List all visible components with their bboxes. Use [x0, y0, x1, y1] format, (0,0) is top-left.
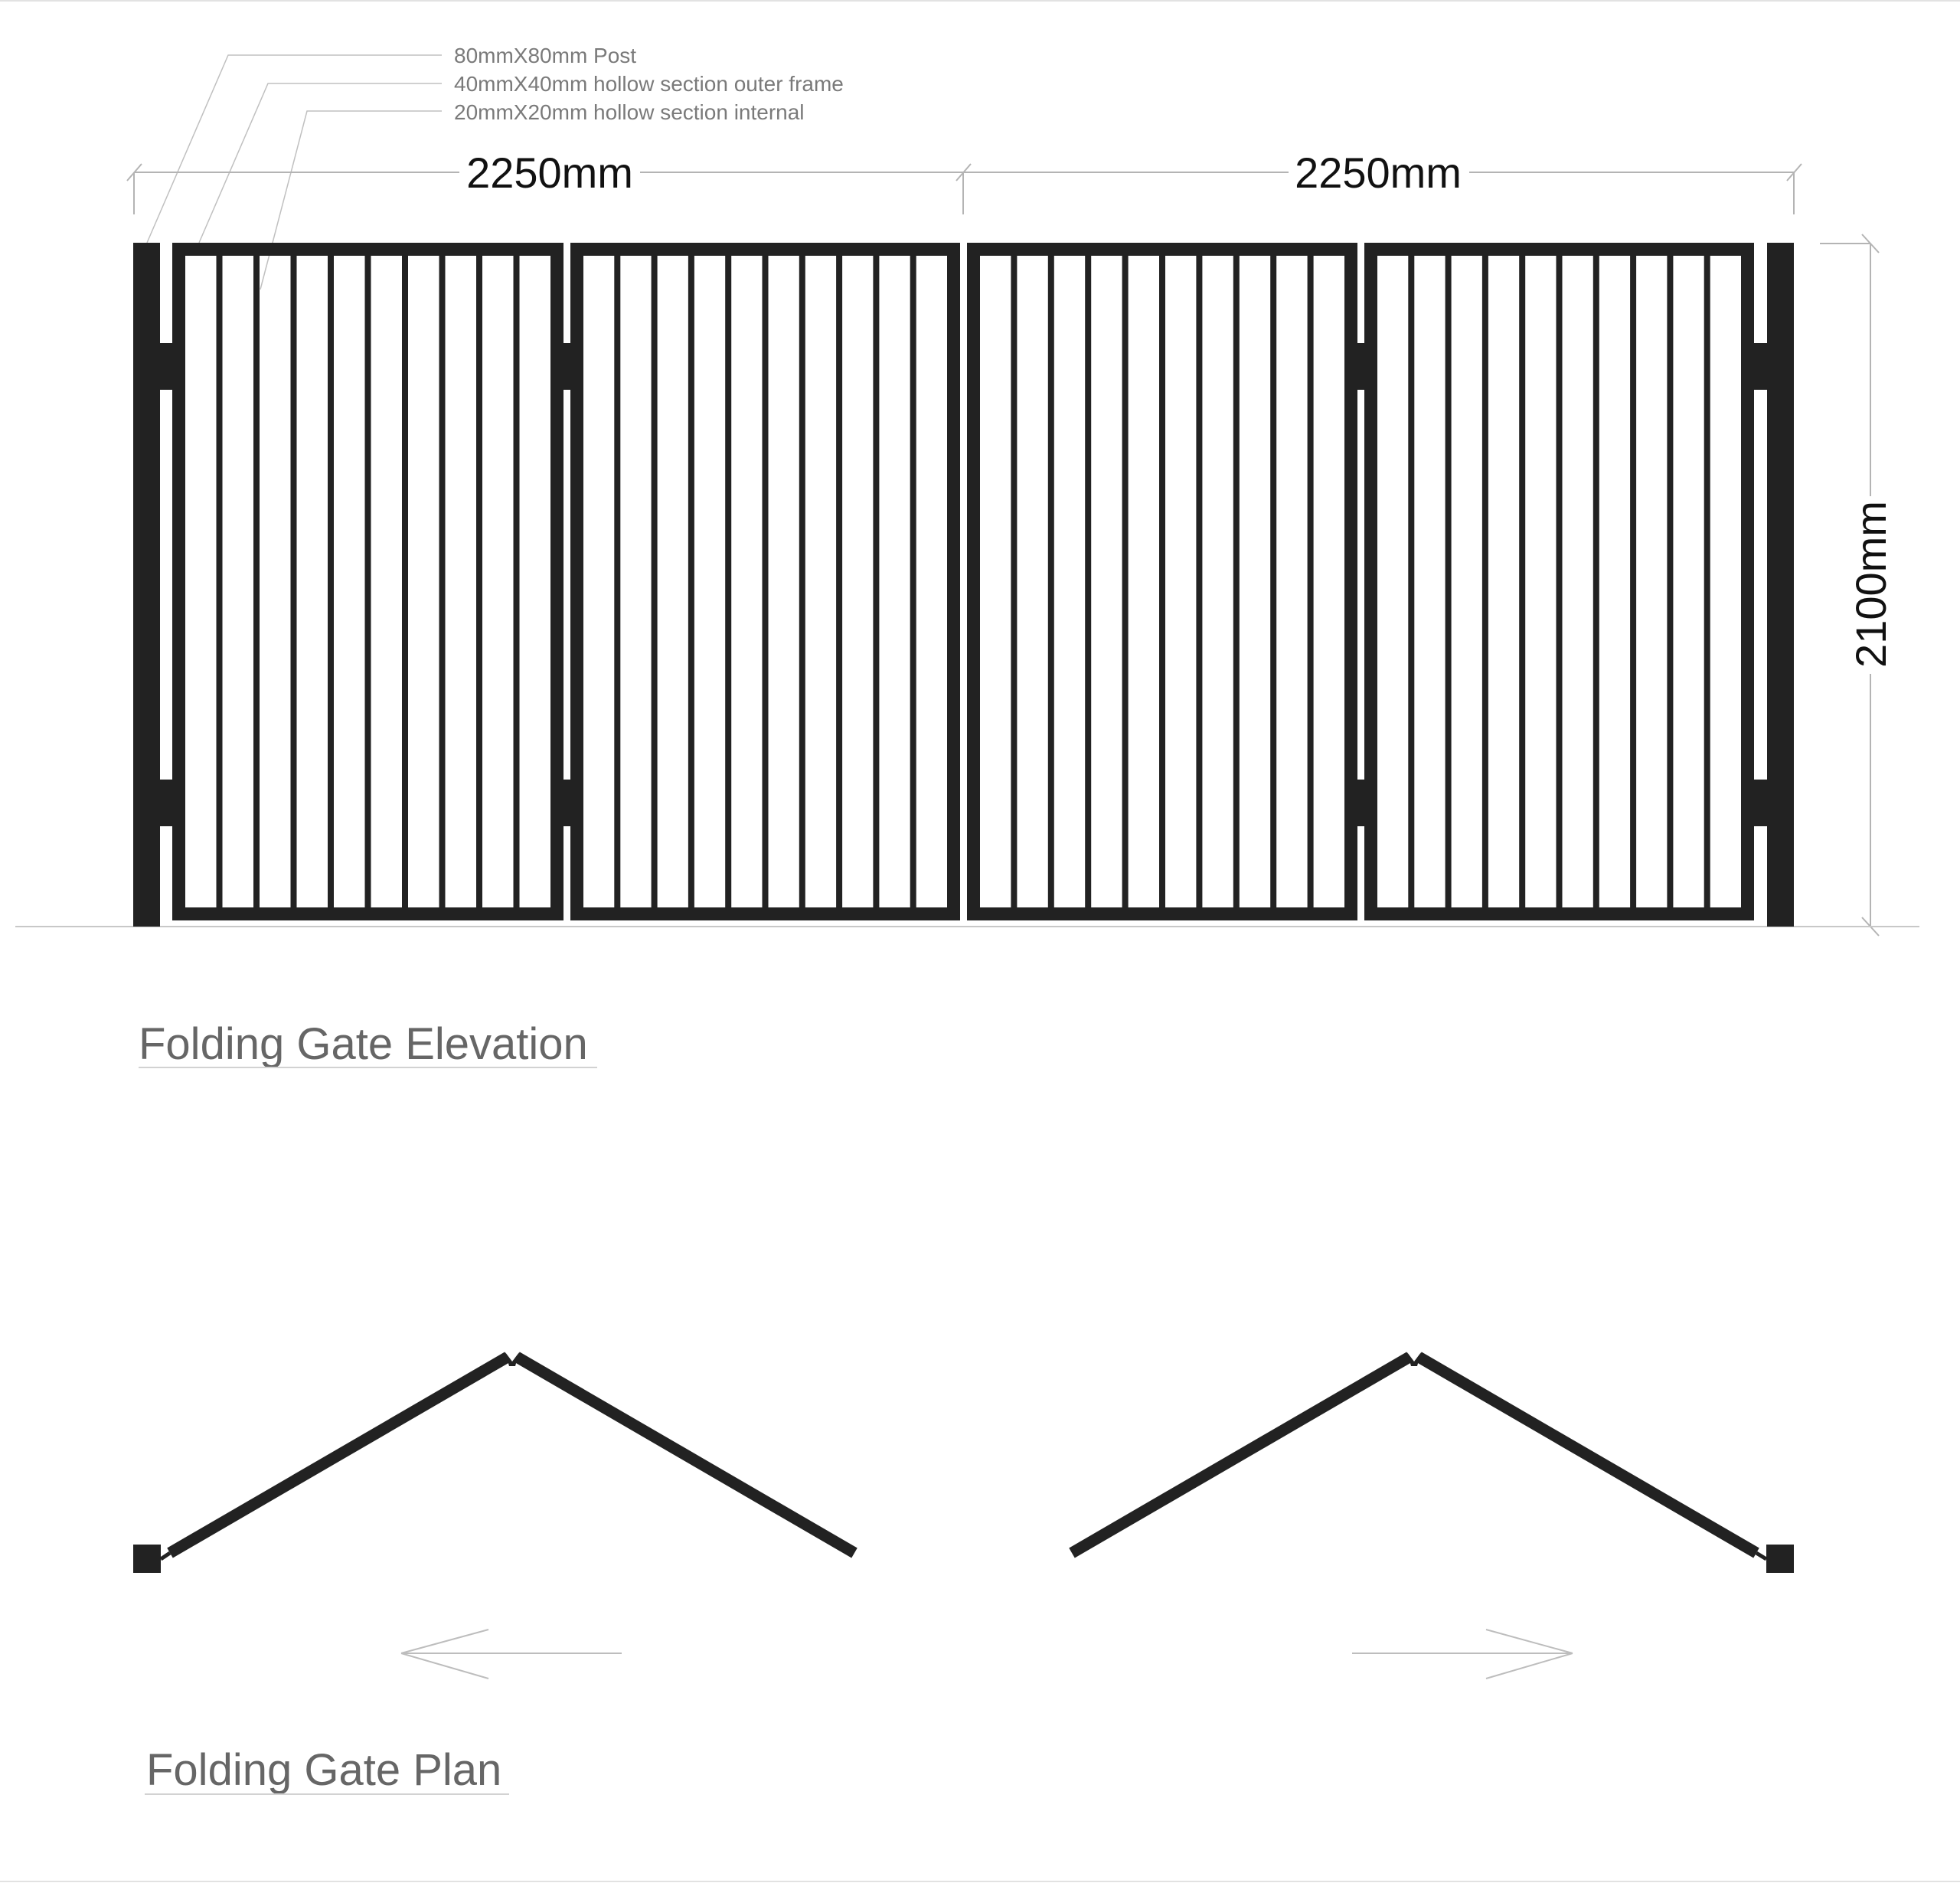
leader-label-outer-frame: 40mmX40mm hollow section outer frame	[454, 72, 844, 96]
arrow-wing-left-lower	[401, 1653, 488, 1679]
elevation-caption: Folding Gate Elevation	[139, 1019, 588, 1069]
frame-bottom	[570, 907, 960, 920]
internal-bar	[836, 256, 842, 907]
internal-bar	[328, 256, 334, 907]
internal-bar	[1630, 256, 1636, 907]
internal-bar	[1704, 256, 1710, 907]
frame-top	[967, 243, 1357, 256]
arrow-wing-right-upper	[1486, 1630, 1573, 1653]
internal-bar	[1270, 256, 1276, 907]
gate-panel-3	[967, 243, 1357, 920]
leader-label-post: 80mmX80mm Post	[454, 44, 637, 67]
open-right-arrow-icon	[1352, 1630, 1573, 1679]
internal-bar	[217, 256, 223, 907]
frame-bottom	[967, 907, 1357, 920]
frame-top	[172, 243, 564, 256]
internal-bar	[1122, 256, 1129, 907]
internal-bar	[253, 256, 260, 907]
arrow-wing-right-lower	[1486, 1653, 1573, 1679]
internal-bar	[1667, 256, 1673, 907]
internal-bar	[1011, 256, 1017, 907]
frame-left	[967, 243, 980, 920]
internal-bar	[1048, 256, 1054, 907]
internal-bar	[439, 256, 446, 907]
internal-bar	[763, 256, 769, 907]
frame-right	[947, 243, 960, 920]
hinge	[1750, 780, 1771, 826]
hinge	[156, 343, 178, 390]
plan-caption: Folding Gate Plan	[146, 1745, 502, 1795]
internal-bar	[1196, 256, 1202, 907]
hinge	[1353, 343, 1368, 390]
internal-bar	[614, 256, 620, 907]
post-right	[1767, 243, 1794, 927]
plan-fold-hinge-left	[505, 1352, 519, 1366]
internal-bar	[1557, 256, 1563, 907]
plan-leaf-3	[1072, 1357, 1410, 1553]
hinge	[560, 343, 576, 390]
internal-bar	[910, 256, 916, 907]
post-left	[133, 243, 160, 927]
hinge	[156, 780, 178, 826]
hinge	[1353, 780, 1368, 826]
frame-top	[570, 243, 960, 256]
gate-panel-2	[570, 243, 960, 920]
plan-leaf-1	[170, 1357, 508, 1553]
gate-panel-1	[172, 243, 564, 920]
plan-hinge-left	[161, 1553, 170, 1559]
arrow-wing-left-upper	[401, 1630, 488, 1653]
width-label-left: 2250mm	[466, 149, 633, 197]
gate-plan-metalwork	[133, 1352, 1794, 1573]
internal-bar	[1482, 256, 1488, 907]
open-left-arrow-icon	[401, 1630, 622, 1679]
plan-leaf-2	[517, 1357, 854, 1553]
plan-post-right	[1766, 1545, 1794, 1573]
leader-line-internal	[260, 111, 442, 289]
internal-bar	[476, 256, 482, 907]
internal-bar	[1408, 256, 1414, 907]
internal-bar	[1308, 256, 1314, 907]
internal-bar	[1085, 256, 1091, 907]
leader-line-outer-frame	[199, 83, 442, 243]
plan-hinge-right	[1756, 1553, 1766, 1559]
internal-bar	[1446, 256, 1452, 907]
hinge	[560, 780, 576, 826]
frame-top	[1364, 243, 1754, 256]
internal-bar	[725, 256, 731, 907]
leader-label-internal: 20mmX20mm hollow section internal	[454, 100, 805, 124]
internal-bar	[873, 256, 879, 907]
internal-bar	[1233, 256, 1240, 907]
internal-bar	[799, 256, 805, 907]
gate-panel-4	[1364, 243, 1754, 920]
frame-bottom	[172, 907, 564, 920]
plan-post-left	[133, 1545, 161, 1573]
height-label: 2100mm	[1847, 501, 1895, 668]
internal-bar	[652, 256, 658, 907]
internal-bar	[1519, 256, 1525, 907]
internal-bar	[514, 256, 520, 907]
internal-bar	[402, 256, 408, 907]
internal-bar	[1159, 256, 1165, 907]
plan-fold-hinge-right	[1407, 1352, 1421, 1366]
internal-bar	[1593, 256, 1599, 907]
plan-view	[133, 1352, 1794, 1795]
internal-bar	[291, 256, 297, 907]
internal-bar	[365, 256, 371, 907]
gate-elevation-metalwork	[133, 243, 1794, 927]
elevation-view	[15, 44, 1919, 1069]
plan-leaf-4	[1419, 1357, 1756, 1553]
width-label-right: 2250mm	[1295, 149, 1462, 197]
hinge	[1750, 343, 1771, 390]
internal-bar	[688, 256, 694, 907]
width-dimension	[127, 153, 1802, 214]
frame-bottom	[1364, 907, 1754, 920]
